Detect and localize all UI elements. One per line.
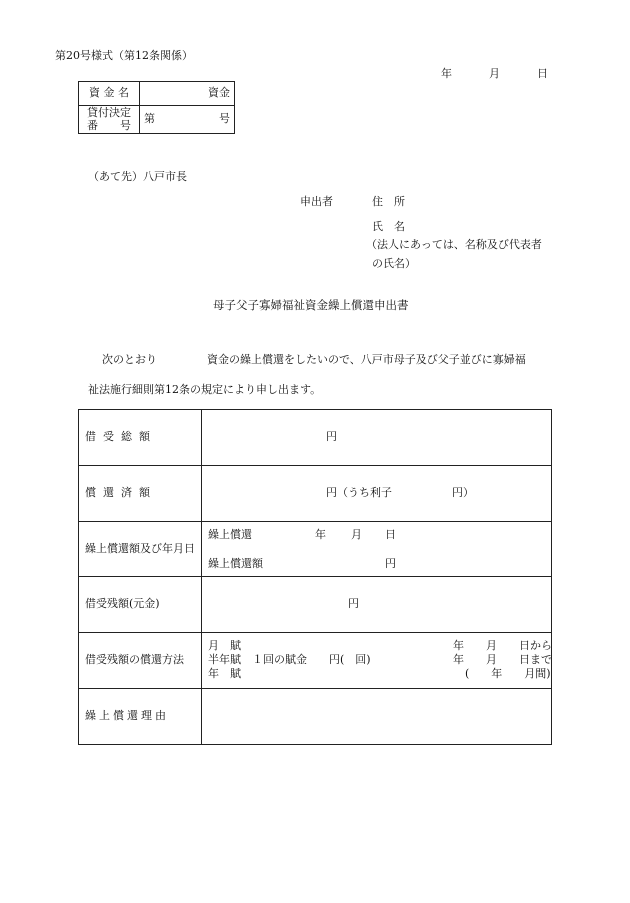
table-row	[79, 522, 552, 577]
early-repayment-month: 月	[351, 528, 362, 541]
yearly-option: 年 賦	[208, 667, 241, 680]
interest-yen-close: 円）	[452, 486, 474, 499]
body-line1-start: 次のとおり	[102, 353, 157, 366]
early-repayment-date-label: 繰上償還	[208, 528, 252, 541]
total-borrowed-label: 借受総額	[79, 410, 202, 466]
early-repayment-amount-date-label: 繰上償還額及び年月日	[79, 522, 202, 577]
table-row	[79, 577, 552, 633]
form-number: 第20号様式（第12条関係）	[55, 49, 193, 62]
table-row	[79, 410, 552, 466]
fund-name-label: 資 金 名	[79, 82, 140, 106]
date-day-label: 日	[537, 67, 548, 80]
repayment-table	[78, 409, 552, 745]
repayment-method-label: 借受残額の償還方法	[79, 633, 202, 689]
body-line2: 祉法施行細則第12条の規定により申し出ます。	[88, 383, 322, 396]
early-repayment-yen: 円	[385, 557, 396, 570]
early-repayment-year: 年	[315, 528, 326, 541]
repayment-method-value[interactable]	[202, 633, 552, 689]
fund-name-value[interactable]: 資金	[140, 82, 235, 106]
early-repayment-amount-label: 繰上償還額	[208, 557, 263, 570]
period-months: ( 年 月間)	[465, 667, 551, 680]
monthly-option: 月 賦	[208, 639, 241, 652]
remaining-yen: 円	[348, 597, 359, 610]
loan-decision-label-line2: 番 号	[87, 118, 131, 132]
table-row	[79, 633, 552, 689]
corporate-note-line1: （法人にあっては、名称及び代表者	[366, 238, 542, 251]
document-title: 母子父子寡婦福祉資金繰上償還申出書	[213, 298, 409, 312]
loan-decision-number-value[interactable]	[140, 106, 235, 134]
number-suffix: 号	[219, 112, 230, 126]
name-label: 氏 名	[372, 220, 405, 233]
date-year-label: 年	[441, 67, 452, 80]
addressee: （あて先）八戸市長	[88, 170, 187, 183]
total-borrowed-value[interactable]	[202, 410, 552, 466]
remaining-principal-value[interactable]	[202, 577, 552, 633]
table-row	[79, 689, 552, 745]
yen-unit-interest: 円（うち利子	[326, 486, 392, 499]
table-row	[79, 466, 552, 522]
remaining-principal-label: 借受残額(元金)	[79, 577, 202, 633]
early-repayment-reason-label: 繰上償還理由	[79, 689, 202, 745]
semiannual-option: 半年賦 １回の賦金 円( 回)	[208, 653, 371, 666]
period-to: 年 月 日まで	[453, 653, 552, 666]
fund-info-table	[78, 81, 235, 134]
address-label: 住 所	[372, 195, 405, 208]
number-prefix: 第	[144, 112, 155, 126]
body-line1-rest: 資金の繰上償還をしたいので、八戸市母子及び父子並びに寡婦福	[207, 353, 526, 366]
repaid-amount-value[interactable]	[202, 466, 552, 522]
date-month-label: 月	[489, 67, 500, 80]
early-repayment-value[interactable]	[202, 522, 552, 577]
period-from: 年 月 日から	[453, 639, 552, 652]
yen-unit: 円	[326, 430, 337, 443]
applicant-label: 申出者	[300, 195, 333, 208]
repaid-amount-label: 償還済額	[79, 466, 202, 522]
corporate-note-line2: の氏名）	[372, 257, 416, 270]
early-repayment-reason-value[interactable]	[202, 689, 552, 745]
loan-decision-label-line1: 貸付決定	[87, 105, 131, 119]
loan-decision-number-label	[79, 106, 140, 134]
early-repayment-day: 日	[385, 528, 396, 541]
